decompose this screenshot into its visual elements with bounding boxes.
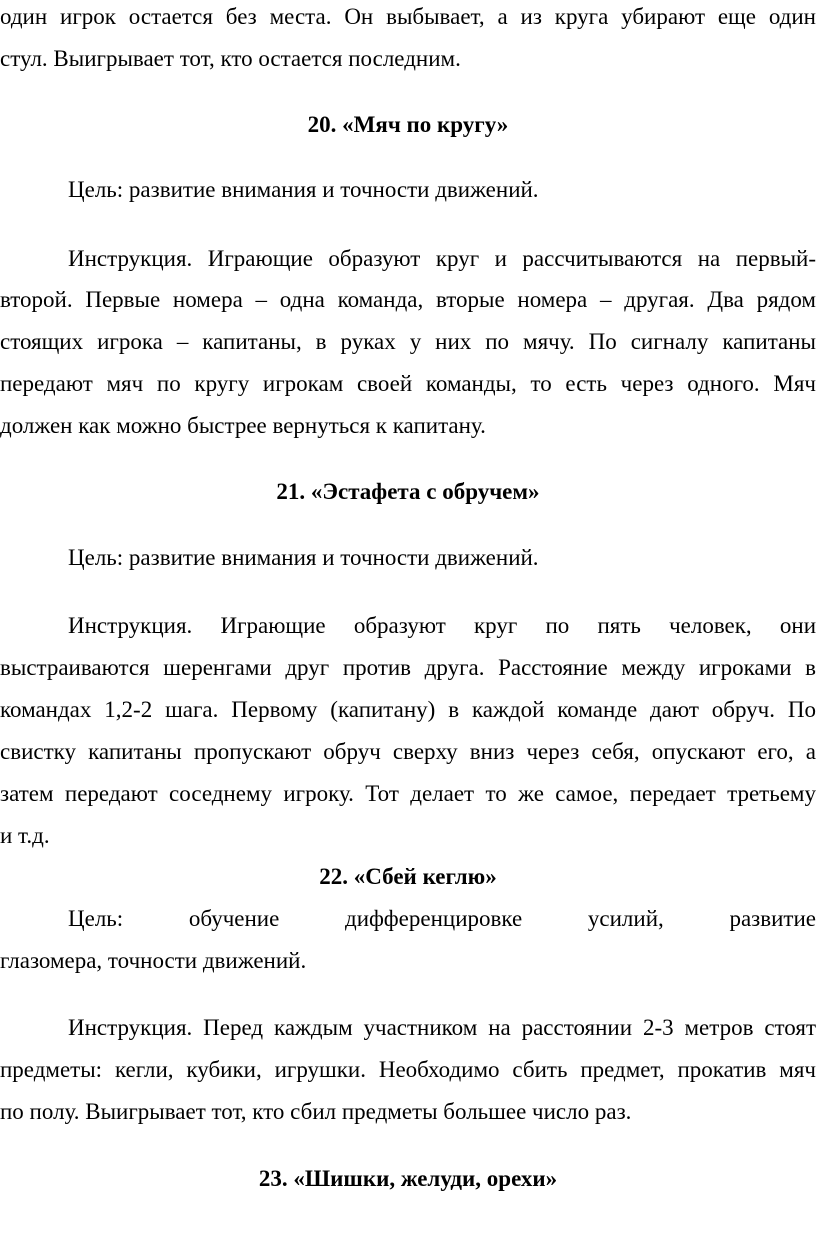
instruction-line: Инструкция. Играющие образуют круг по пять человек, они — [68, 613, 816, 638]
instruction-line: второй. Первые номера – одна команда, вторые номера – другая. Два рядом — [0, 287, 816, 312]
instruction-line: выстраиваются шеренгами друг против друга. Расстояние между игроками в — [0, 655, 816, 680]
section-heading-22: 22. «Сбей кеглю» — [319, 864, 497, 889]
paragraph-line: один игрок остается без места. Он выбывает, а из круга убирают еще один — [0, 4, 816, 29]
instruction-line: командах 1,2-2 шага. Первому (капитану) в каждой команде дают обруч. По — [0, 697, 816, 722]
instruction-line: передают мяч по кругу игрокам своей команды, то есть через одного. Мяч — [0, 371, 816, 396]
goal-text-22: Цель: обучение дифференцировке усилий, развитие — [68, 906, 816, 931]
instruction-line: свистку капитаны пропускают обруч сверху вниз через себя, опускают его, а — [0, 739, 816, 764]
goal-text-20: Цель: развитие внимания и точности движений. — [68, 177, 539, 202]
paragraph-line: стул. Выигрывает тот, кто остается последним. — [0, 46, 461, 71]
instruction-line: предметы: кегли, кубики, игрушки. Необходимо сбить предмет, прокатив мяч — [0, 1057, 816, 1082]
instruction-line: по полу. Выигрывает тот, кто сбил предметы большее число раз. — [0, 1099, 632, 1124]
instruction-line: Инструкция. Перед каждым участником на расстоянии 2-3 метров стоят — [68, 1015, 816, 1040]
instruction-line: затем передают соседнему игроку. Тот делает то же самое, передает третьему — [0, 781, 816, 806]
instruction-line: и т.д. — [0, 823, 50, 848]
section-heading-23: 23. «Шишки, желуди, орехи» — [258, 1166, 558, 1191]
section-heading-20: 20. «Мяч по кругу» — [307, 112, 509, 137]
section-heading-21: 21. «Эстафета с обручем» — [276, 479, 540, 504]
goal-text-21: Цель: развитие внимания и точности движений. — [68, 545, 539, 570]
instruction-line: стоящих игрока – капитаны, в руках у них по мячу. По сигналу капитаны — [0, 329, 816, 354]
instruction-line: Инструкция. Играющие образуют круг и рассчитываются на первый- — [68, 246, 816, 271]
goal-text-22: глазомера, точности движений. — [0, 948, 307, 973]
instruction-line: должен как можно быстрее вернуться к капитану. — [0, 413, 486, 438]
